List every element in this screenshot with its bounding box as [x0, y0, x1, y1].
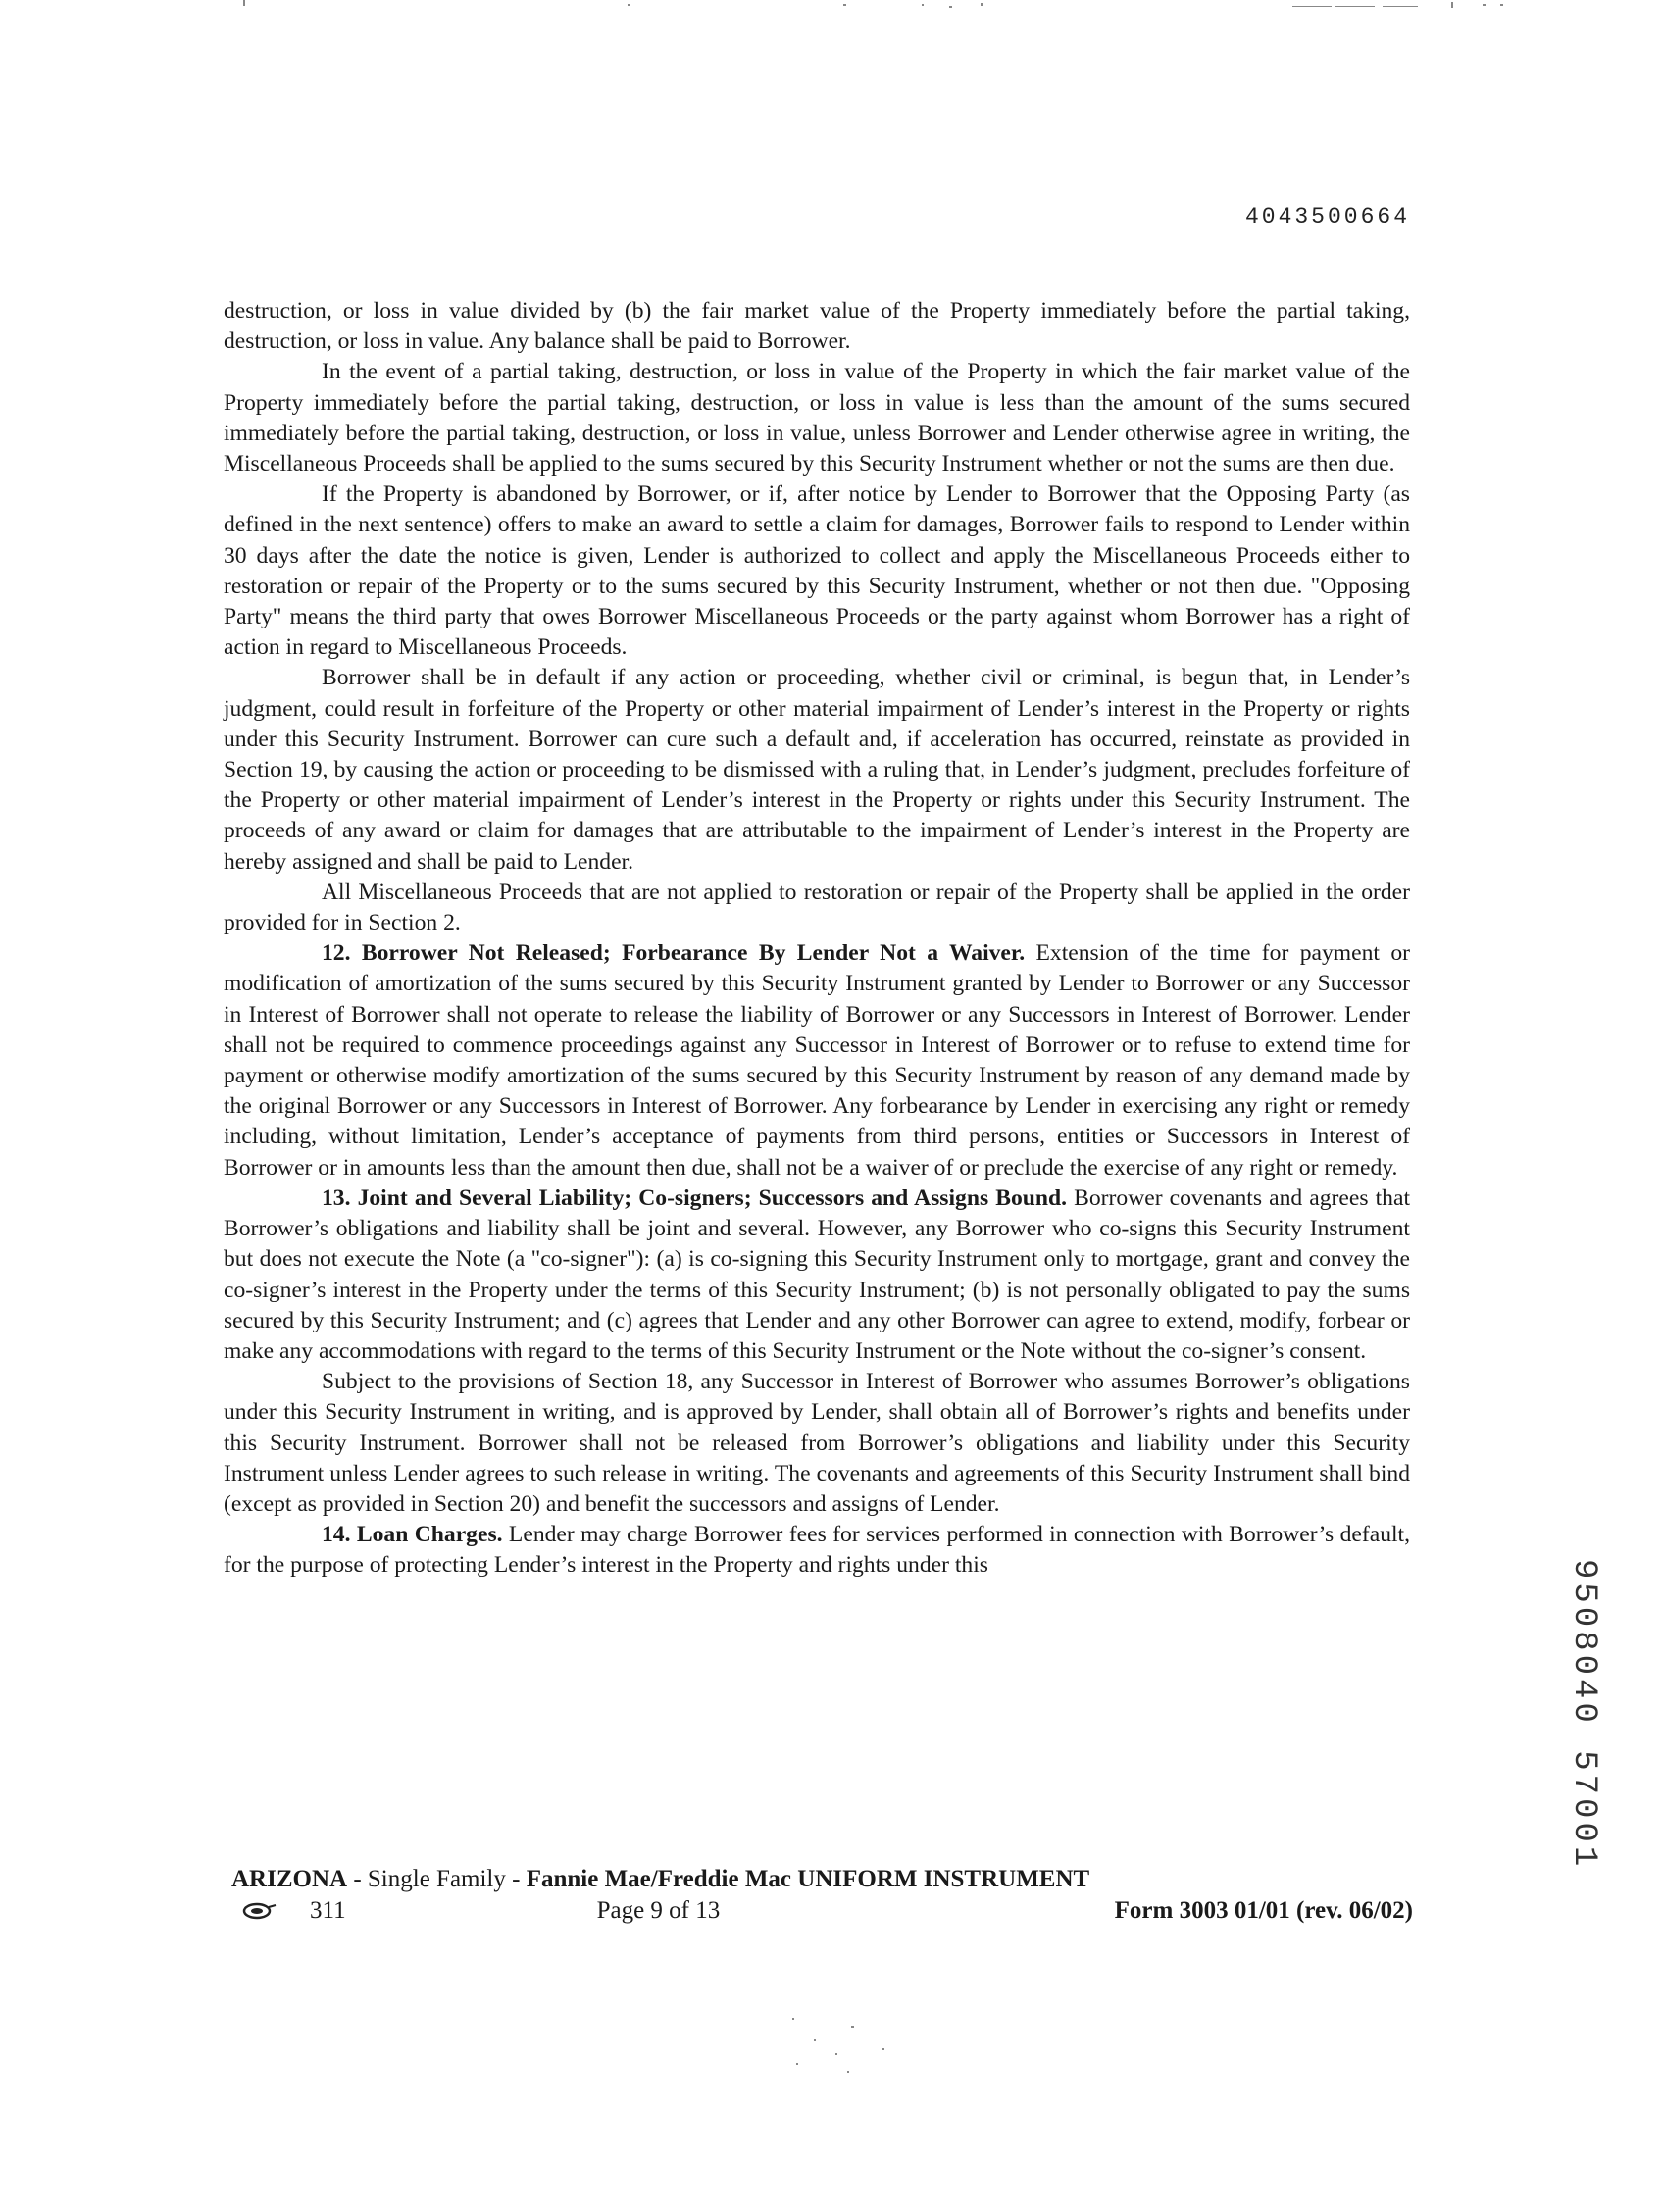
- section-12-text: Extension of the time for payment or modification of amortization of the sums secured by this Security Instrument granted by Lender to Borrower or any Successor in Interest of Borrower shall not operate to release the liability of Borrower or any Successors in Interest of Borrower. Lender shall not be required to commence proceedings against any Successor in Interest of Borrower or to refuse to extend time for payment or otherwise modify amortization of the sums secured by this Security Instrument by reason of any demand made by the original Borrower or any Successors in Interest of Borrower. Any forbearance by Lender in exercising any right or remedy including, without limitation, Lender’s acceptance of payments from third persons, entities or Successors in Interest of Borrower or in amounts less than the amount then due, shall not be a waiver of or preclude the exercise of any right or remedy.: [224, 940, 1410, 1181]
- section-14: [224, 1520, 1410, 1581]
- footer-separator: - Single Family -: [347, 1866, 527, 1892]
- paragraph-continuation: destruction, or loss in value divided by (b) the fair market value of the Property immediately before the partial taking, destruction, or loss in value. Any balance shall be paid to Borrower.: [224, 298, 1410, 355]
- footer-state: ARIZONA: [231, 1866, 348, 1892]
- footer-info-line: [231, 1897, 1413, 1925]
- section-13: [224, 1183, 1410, 1367]
- paragraph-default-action: Borrower shall be in default if any action or proceeding, whether civil or criminal, is begun that, in Lender’s judgment, could result in forfeiture of the Property or other material impairment of Lender’s interest in the Property or rights under this Security Instrument. Borrower can cure such a default and, if acceleration has occurred, reinstate as provided in Section 19, by causing the action or proceeding to be dismissed with a ruling that, in Lender’s judgment, precludes forfeiture of the Property or other material impairment of Lender’s interest in the Property or rights under this Security Instrument. The proceeds of any award or claim for damages that are attributable to the impairment of Lender’s interest in the Property are hereby assigned and shall be paid to Lender.: [224, 665, 1410, 875]
- form-logo-icon: [241, 1901, 277, 1921]
- paragraph-successors: Subject to the provisions of Section 18, any Successor in Interest of Borrower who assumes Borrower’s obligations under this Security Instrument in writing, and is approved by Lender, shall obtain all of Borrower’s rights and benefits under this Security Instrument. Borrower shall not be released from Borrower’s obligations and liability under this Security Instrument unless Lender agrees to such release in writing. The covenants and agreements of this Security Instrument shall bind (except as provided in Section 20) and benefit the successors and assigns of Lender.: [224, 1369, 1410, 1517]
- footer-title: Fannie Mae/Freddie Mac UNIFORM INSTRUMENT: [526, 1866, 1090, 1892]
- section-13-text: Borrower covenants and agrees that Borrower’s obligations and liability shall be joint and several. However, any Borrower who co-signs this Security Instrument but does not execute the Note (a "co-signer"): (a) is co-signing this Security Instrument only to mortgage, grant and convey the co-signer’s interest in the Property under the terms of this Security Instrument; (b) is not personally obligated to pay the sums secured by this Security Instrument; and (c) agrees that Lender and any other Borrower can agree to extend, modify, forbear or make any accommodations with regard to the terms of this Security Instrument or the Note without the co-signer’s consent.: [224, 1184, 1410, 1364]
- section-14-text: Lender may charge Borrower fees for services performed in connection with Borrower’s default, for the purpose of protecting Lender’s interest in the Property and rights under this: [224, 1522, 1410, 1579]
- footer-page-number: Page 9 of 13: [596, 1897, 721, 1924]
- side-stamp: [1565, 1559, 1608, 1871]
- section-12-heading: 12. Borrower Not Released; Forbearance By Lender Not a Waiver.: [322, 940, 1026, 967]
- footer-form-code: 311: [310, 1897, 346, 1924]
- section-12: [224, 938, 1410, 1183]
- form-footer: [231, 1866, 1413, 1925]
- footer-form-number: Form 3003 01/01 (rev. 06/02): [1114, 1897, 1413, 1924]
- footer-title-line: [231, 1866, 1413, 1893]
- document-body: [224, 296, 1410, 1582]
- side-stamp-text: 9508040 57001: [1565, 1559, 1602, 1871]
- loan-number: 4043500664: [1244, 204, 1410, 229]
- paragraph-misc-proceeds: All Miscellaneous Proceeds that are not applied to restoration or repair of the Property shall be applied in the order provided for in Section 2.: [224, 879, 1410, 936]
- paragraph-partial-taking: In the event of a partial taking, destruction, or loss in value of the Property in which the fair market value of the Property immediately before the partial taking, destruction, or loss in value is less than the amount of the sums secured immediately before the partial taking, destruction, or loss in value, unless Borrower and Lender otherwise agree in writing, the Miscellaneous Proceeds shall be applied to the sums secured by this Security Instrument whether or not the sums are then due.: [224, 359, 1410, 478]
- section-13-heading: 13. Joint and Several Liability; Co-signers; Successors and Assigns Bound.: [322, 1184, 1068, 1211]
- section-14-heading: 14. Loan Charges.: [322, 1522, 503, 1548]
- paragraph-abandoned-property: If the Property is abandoned by Borrower, or if, after notice by Lender to Borrower that the Opposing Party (as defined in the next sentence) offers to make an award to settle a claim for damages, Borrower fails to respond to Lender within 30 days after the date the notice is given, Lender is authorized to collect and apply the Miscellaneous Proceeds either to restoration or repair of the Property or to the sums secured by this Security Instrument, whether or not then due. "Opposing Party" means the third party that owes Borrower Miscellaneous Proceeds or the party against whom Borrower has a right of action in regard to Miscellaneous Proceeds.: [224, 481, 1410, 661]
